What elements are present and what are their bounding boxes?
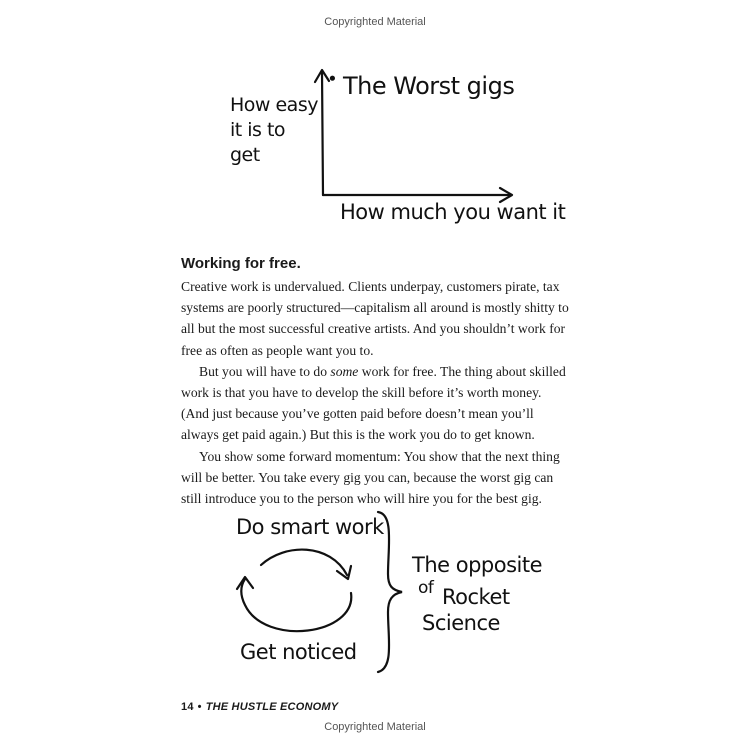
paragraph-2 xyxy=(181,361,571,446)
cycle-arrow-left xyxy=(241,579,351,631)
x-axis-label: How much you want it xyxy=(340,200,566,224)
copyright-notice-bottom: Copyrighted Material xyxy=(324,721,426,733)
data-point-label: The Worst gigs xyxy=(343,72,515,100)
cycle-arrow-left-head xyxy=(237,577,253,589)
cycle-arrow-right-head xyxy=(337,566,351,579)
section-heading: Working for free. xyxy=(181,255,301,272)
paragraph-3: You show some forward momentum: You show that the next thing will be better. You take every gig you can, because the worst gig can still introduce you to the person who will hire you for the best gig. xyxy=(181,448,560,507)
curly-brace xyxy=(372,508,412,676)
cycle-arrow-right xyxy=(261,550,347,575)
footer-separator: • xyxy=(197,701,202,713)
paragraph-2-emphasis: some xyxy=(330,363,359,379)
paragraph-2-end: work for free. The thing about skilled work is that you have to develop the skill before it’s worth money. (And just because you’ve gotten paid before doesn’t mean you’ll always get paid again.) But this is the work you do to get known. xyxy=(181,363,566,443)
side-note-line-2: of xyxy=(418,578,434,598)
copyright-notice-top: Copyrighted Material xyxy=(324,16,426,28)
side-note-line-3: Rocket xyxy=(442,585,510,609)
data-point-worst-gigs xyxy=(330,76,335,81)
page-number: 14 xyxy=(181,701,194,713)
page-footer xyxy=(181,701,338,713)
cycle-label-top: Do smart work xyxy=(236,515,384,539)
y-axis-line xyxy=(322,72,323,195)
side-note-line-1: The opposite xyxy=(412,553,543,577)
cycle-label-bottom: Get noticed xyxy=(240,640,357,664)
paragraph-1: Creative work is undervalued. Clients underpay, customers pirate, tax systems are poorly structured—capitalism all around is mostly shitty to all but the most successful creative artists. And you shouldn’t work for free as often as people want you to. xyxy=(181,279,569,358)
running-book-title: THE HUSTLE ECONOMY xyxy=(205,701,339,713)
cycle-side-note xyxy=(412,552,542,636)
y-axis-label: How easy it is to get xyxy=(230,94,318,166)
side-note-line-4: Science xyxy=(422,611,500,635)
paragraph-2-start: But you will have to do xyxy=(199,363,331,379)
section-working-for-free xyxy=(181,254,571,509)
